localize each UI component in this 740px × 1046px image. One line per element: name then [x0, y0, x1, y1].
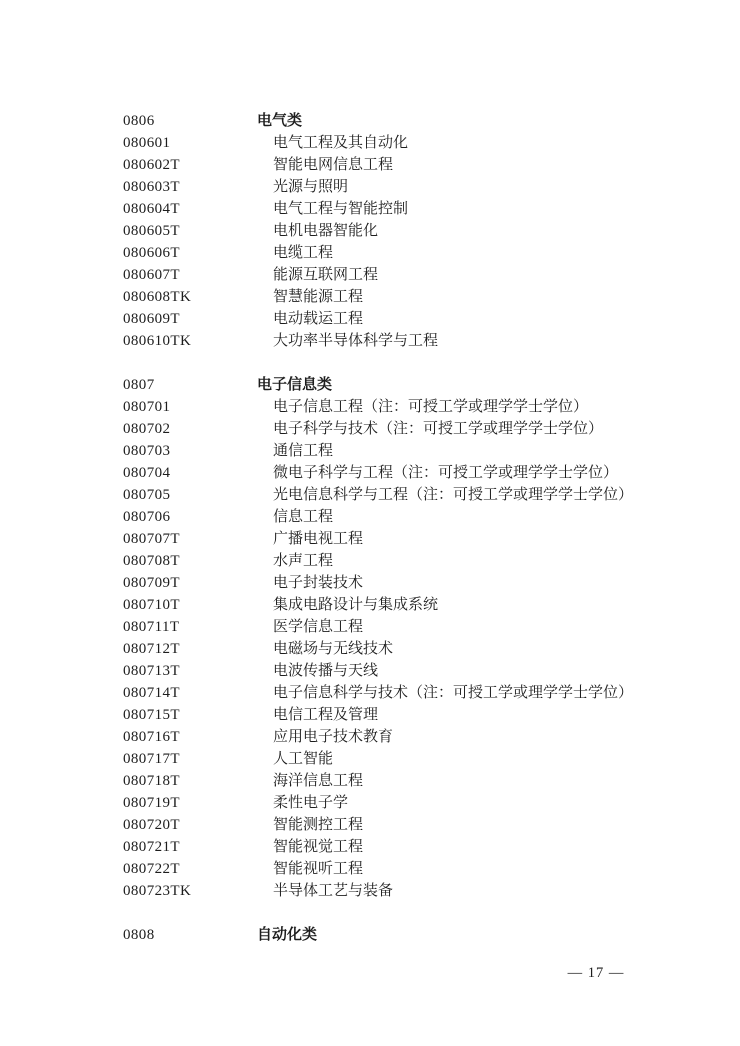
major-name: 智能电网信息工程: [273, 157, 394, 173]
major-code: 080707T: [123, 531, 180, 547]
major-code: 080717T: [123, 751, 180, 767]
major-row: [0, 660, 740, 682]
major-code: 080718T: [123, 773, 180, 789]
major-code: 080712T: [123, 641, 180, 657]
major-name: 柔性电子学: [273, 795, 349, 811]
major-code: 080722T: [123, 861, 180, 877]
major-name: 电子信息科学与技术（注：可授工学或理学学士学位）: [273, 685, 634, 701]
major-name: 半导体工艺与装备: [273, 883, 394, 899]
major-row: [0, 506, 740, 528]
major-row: [0, 220, 740, 242]
major-code: 080713T: [123, 663, 180, 679]
major-name: 电气工程及其自动化: [273, 135, 409, 151]
category-row: [0, 924, 740, 946]
major-name: 水声工程: [273, 553, 334, 569]
major-row: [0, 264, 740, 286]
major-code: 080608TK: [123, 289, 192, 305]
major-code: 080609T: [123, 311, 180, 327]
major-row: [0, 484, 740, 506]
major-row: [0, 726, 740, 748]
major-name: 智能视觉工程: [273, 839, 364, 855]
major-name: 光电信息科学与工程（注：可授工学或理学学士学位）: [273, 487, 634, 503]
major-code: 080601: [123, 135, 171, 151]
major-code: 080720T: [123, 817, 180, 833]
major-row: [0, 418, 740, 440]
major-name: 电子封装技术: [273, 575, 364, 591]
major-name: 电子科学与技术（注：可授工学或理学学士学位）: [273, 421, 604, 437]
major-name: 能源互联网工程: [273, 267, 379, 283]
major-row: [0, 198, 740, 220]
major-name: 电子信息工程（注：可授工学或理学学士学位）: [273, 399, 589, 415]
major-code: 080604T: [123, 201, 180, 217]
major-name: 电缆工程: [273, 245, 334, 261]
major-code: 080705: [123, 487, 171, 503]
category-title: 电子信息类: [257, 376, 333, 393]
major-row: [0, 154, 740, 176]
major-name: 智能视听工程: [273, 861, 364, 877]
major-name: 通信工程: [273, 443, 334, 459]
major-code: 080607T: [123, 267, 180, 283]
major-name: 电波传播与天线: [273, 663, 379, 679]
major-row: [0, 308, 740, 330]
category-code: 0807: [123, 377, 155, 393]
major-code: 080603T: [123, 179, 180, 195]
major-name: 电信工程及管理: [273, 707, 379, 723]
major-code: 080704: [123, 465, 171, 481]
catalog-section: [0, 374, 740, 902]
major-code: 080723TK: [123, 883, 192, 899]
major-name: 应用电子技术教育: [273, 729, 394, 745]
major-name: 电机电器智能化: [273, 223, 379, 239]
major-row: [0, 638, 740, 660]
major-row: [0, 286, 740, 308]
major-name: 智慧能源工程: [273, 289, 364, 305]
major-code: 080709T: [123, 575, 180, 591]
major-catalog: [0, 110, 740, 946]
major-row: [0, 814, 740, 836]
major-name: 信息工程: [273, 509, 334, 525]
major-row: [0, 682, 740, 704]
major-code: 080610TK: [123, 333, 192, 349]
major-row: [0, 858, 740, 880]
major-row: [0, 132, 740, 154]
major-code: 080711T: [123, 619, 180, 635]
major-row: [0, 550, 740, 572]
major-row: [0, 440, 740, 462]
major-name: 微电子科学与工程（注：可授工学或理学学士学位）: [273, 465, 619, 481]
catalog-section: [0, 924, 740, 946]
major-row: [0, 396, 740, 418]
major-name: 广播电视工程: [273, 531, 364, 547]
category-title: 电气类: [257, 112, 303, 129]
major-name: 海洋信息工程: [273, 773, 364, 789]
major-name: 光源与照明: [273, 179, 349, 195]
major-name: 大功率半导体科学与工程: [273, 333, 439, 349]
major-code: 080716T: [123, 729, 180, 745]
major-name: 电动载运工程: [273, 311, 364, 327]
major-name: 电气工程与智能控制: [273, 201, 409, 217]
category-row: [0, 374, 740, 396]
major-code: 080602T: [123, 157, 180, 173]
category-row: [0, 110, 740, 132]
catalog-section: [0, 110, 740, 352]
major-row: [0, 242, 740, 264]
category-code: 0806: [123, 113, 155, 129]
major-row: [0, 748, 740, 770]
major-code: 080719T: [123, 795, 180, 811]
major-name: 人工智能: [273, 751, 334, 767]
major-row: [0, 704, 740, 726]
major-code: 080710T: [123, 597, 180, 613]
major-code: 080703: [123, 443, 171, 459]
major-code: 080721T: [123, 839, 180, 855]
major-row: [0, 616, 740, 638]
major-name: 智能测控工程: [273, 817, 364, 833]
major-row: [0, 792, 740, 814]
major-name: 集成电路设计与集成系统: [273, 597, 439, 613]
major-row: [0, 462, 740, 484]
major-row: [0, 572, 740, 594]
major-name: 医学信息工程: [273, 619, 364, 635]
major-code: 080702: [123, 421, 171, 437]
major-code: 080605T: [123, 223, 180, 239]
major-name: 电磁场与无线技术: [273, 641, 394, 657]
major-code: 080701: [123, 399, 171, 415]
major-row: [0, 330, 740, 352]
major-row: [0, 880, 740, 902]
category-title: 自动化类: [257, 926, 318, 943]
page-number: — 17 —: [567, 965, 625, 981]
major-code: 080708T: [123, 553, 180, 569]
major-row: [0, 836, 740, 858]
major-code: 080714T: [123, 685, 180, 701]
major-row: [0, 528, 740, 550]
major-row: [0, 176, 740, 198]
category-code: 0808: [123, 927, 155, 943]
major-row: [0, 770, 740, 792]
major-row: [0, 594, 740, 616]
major-code: 080706: [123, 509, 171, 525]
major-code: 080606T: [123, 245, 180, 261]
major-code: 080715T: [123, 707, 180, 723]
